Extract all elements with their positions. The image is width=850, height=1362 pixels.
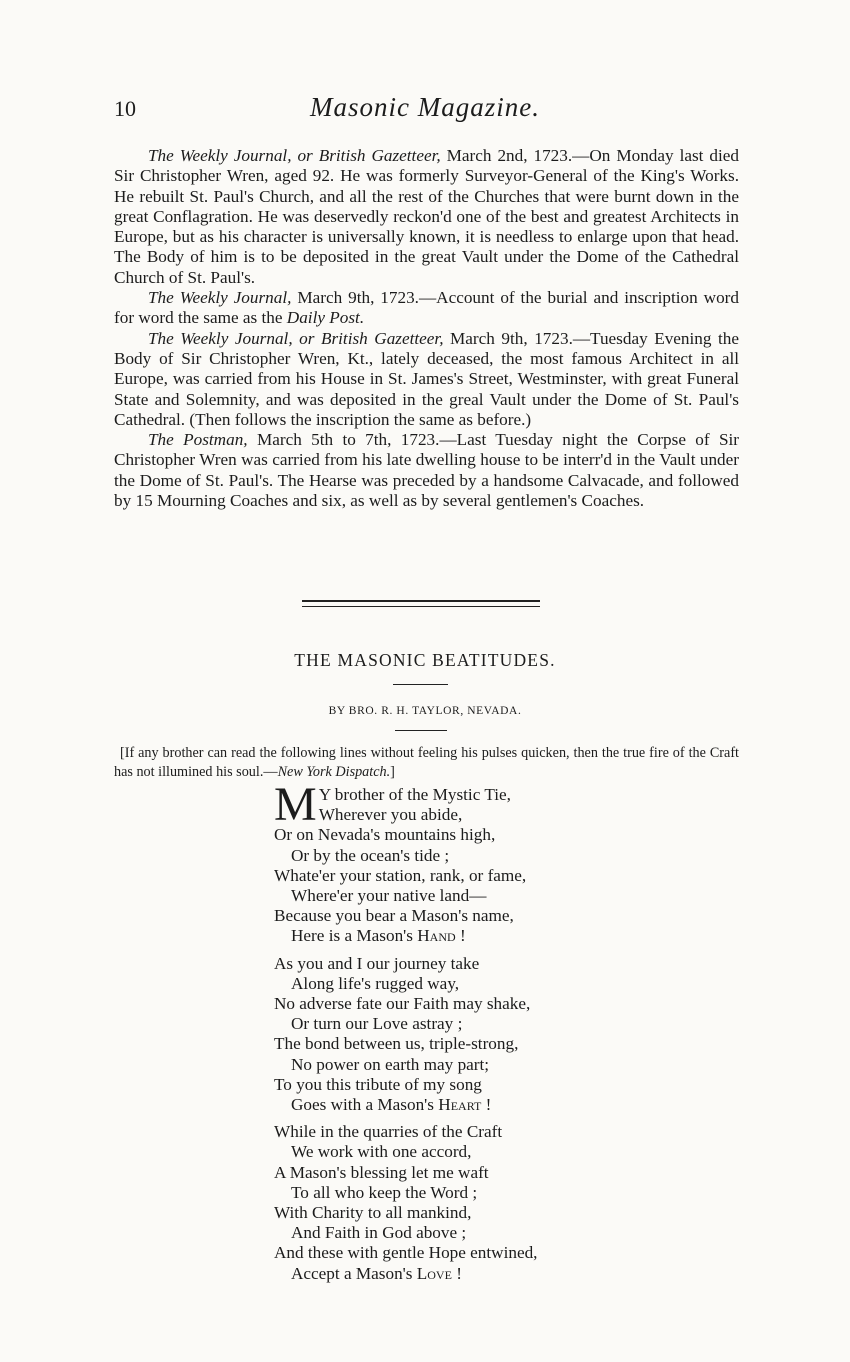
emphasis-word: Heart — [438, 1095, 482, 1115]
poem-line: As you and I our journey take — [274, 953, 480, 973]
poem-line: A Mason's blessing let me waft — [274, 1162, 489, 1182]
poem-line: Because you bear a Mason's name, — [274, 906, 514, 926]
poem-line: Accept a Mason's Love ! — [291, 1263, 462, 1283]
poem-line: Wherever you abide, — [318, 805, 463, 825]
poem-line: Or turn our Love astray ; — [291, 1014, 463, 1034]
poem-line: And these with gentle Hope entwined, — [274, 1243, 538, 1263]
poem-line: The bond between us, triple-strong, — [274, 1034, 519, 1054]
article-paragraph: The Weekly Journal, or British Gazetteer, March 2nd, 1723.—On Monday last died Sir Christopher Wren, aged 92. He was formerly Surveyor-General of the King's Works. He rebuilt St. Paul's Church, and all the rest of the Churches that were burnt down in the great Conflagration. He was deservedly reckon'd one of the best and greatest Architects in Europe, but as his character is universally known, it is needless to enlarge upon that head. The Body of him is to be deposited in the great Vault under the Dome of the Cathedral Church of St. Paul's. — [114, 146, 739, 287]
article-paragraph: The Weekly Journal, or British Gazetteer, March 9th, 1723.—Tuesday Evening the Body of Sir Christopher Wren, Kt., lately deceased, the most famous Architect in all Europe, was carried from his House in St. James's Street, Westminster, with great Funeral State and Solemnity, and was deposited in the greal Vault under the Dome of St. Paul's Cathedral. (Then follows the inscription the same as before.) — [114, 328, 739, 429]
poem-line: Goes with a Mason's Heart ! — [291, 1095, 492, 1115]
article-paragraph: The Weekly Journal, March 9th, 1723.—Account of the burial and inscription word for word the same as the Daily Post. — [114, 288, 739, 328]
poem-line: No adverse fate our Faith may shake, — [274, 994, 531, 1014]
article-paragraph: The Postman, March 5th to 7th, 1723.—Last Tuesday night the Corpse of Sir Christopher Wren was carried from his late dwelling house to be interr'd in the Vault under the Dome of St. Paul's. The Hearse was preceded by a handsome Calvacade, and followed by 15 Mourning Coaches and six, as well as by several gentlemen's Coaches. — [114, 430, 740, 511]
poem-line: Along life's rugged way, — [291, 973, 460, 993]
emphasis-word: Hand — [417, 926, 456, 946]
poem-line: Where'er your native land— — [291, 886, 487, 906]
emphasis-word: Love — [416, 1263, 452, 1283]
poem-line: We work with one accord, — [291, 1142, 472, 1162]
poem-line: While in the quarries of the Craft — [274, 1122, 503, 1142]
section-divider — [302, 600, 540, 607]
poem-line: To all who keep the Word ; — [291, 1182, 478, 1202]
poem-line: Whate'er your station, rank, or fame, — [274, 865, 527, 885]
article-source: The Weekly Journal, or British Gazetteer, — [148, 146, 441, 165]
poem-line: With Charity to all mankind, — [274, 1203, 472, 1223]
poem-stanza — [274, 1122, 537, 1284]
page-number: 10 — [114, 96, 136, 121]
poem-line: Or on Nevada's mountains high, — [274, 825, 496, 845]
running-title: Masonic Magazine. — [310, 92, 540, 122]
poem-title: THE MASONIC BEATITUDES. — [294, 650, 556, 670]
poem-stanza — [274, 954, 537, 1116]
article-source: The Weekly Journal, or British Gazetteer, — [148, 328, 444, 348]
poem-preface: [If any brother can read the following lines without feeling his pulses quicken, then the true fire of the Craft has not illumined his soul.—New York Dispatch.] — [114, 745, 739, 780]
poem-line: Or by the ocean's tide ; — [291, 845, 450, 865]
poem-line: Here is a Mason's Hand ! — [291, 926, 466, 946]
poem-byline: BY BRO. R. H. TAYLOR, NEVADA. — [328, 705, 522, 717]
poem-line: No power on earth may part; — [291, 1054, 490, 1074]
news-extracts — [114, 146, 739, 511]
poem-line: And Faith in God above ; — [291, 1223, 467, 1243]
title-rule — [393, 684, 448, 685]
poem-line: To you this tribute of my song — [274, 1074, 482, 1094]
poem-stanza — [274, 778, 537, 947]
byline-rule — [395, 730, 447, 731]
drop-cap: M — [274, 778, 317, 831]
article-source: The Weekly Journal, — [148, 288, 292, 308]
article-source: The Postman, — [148, 430, 248, 450]
poem-line: M Y brother of the Mystic Tie, — [274, 778, 511, 831]
poem-body — [274, 778, 538, 1291]
